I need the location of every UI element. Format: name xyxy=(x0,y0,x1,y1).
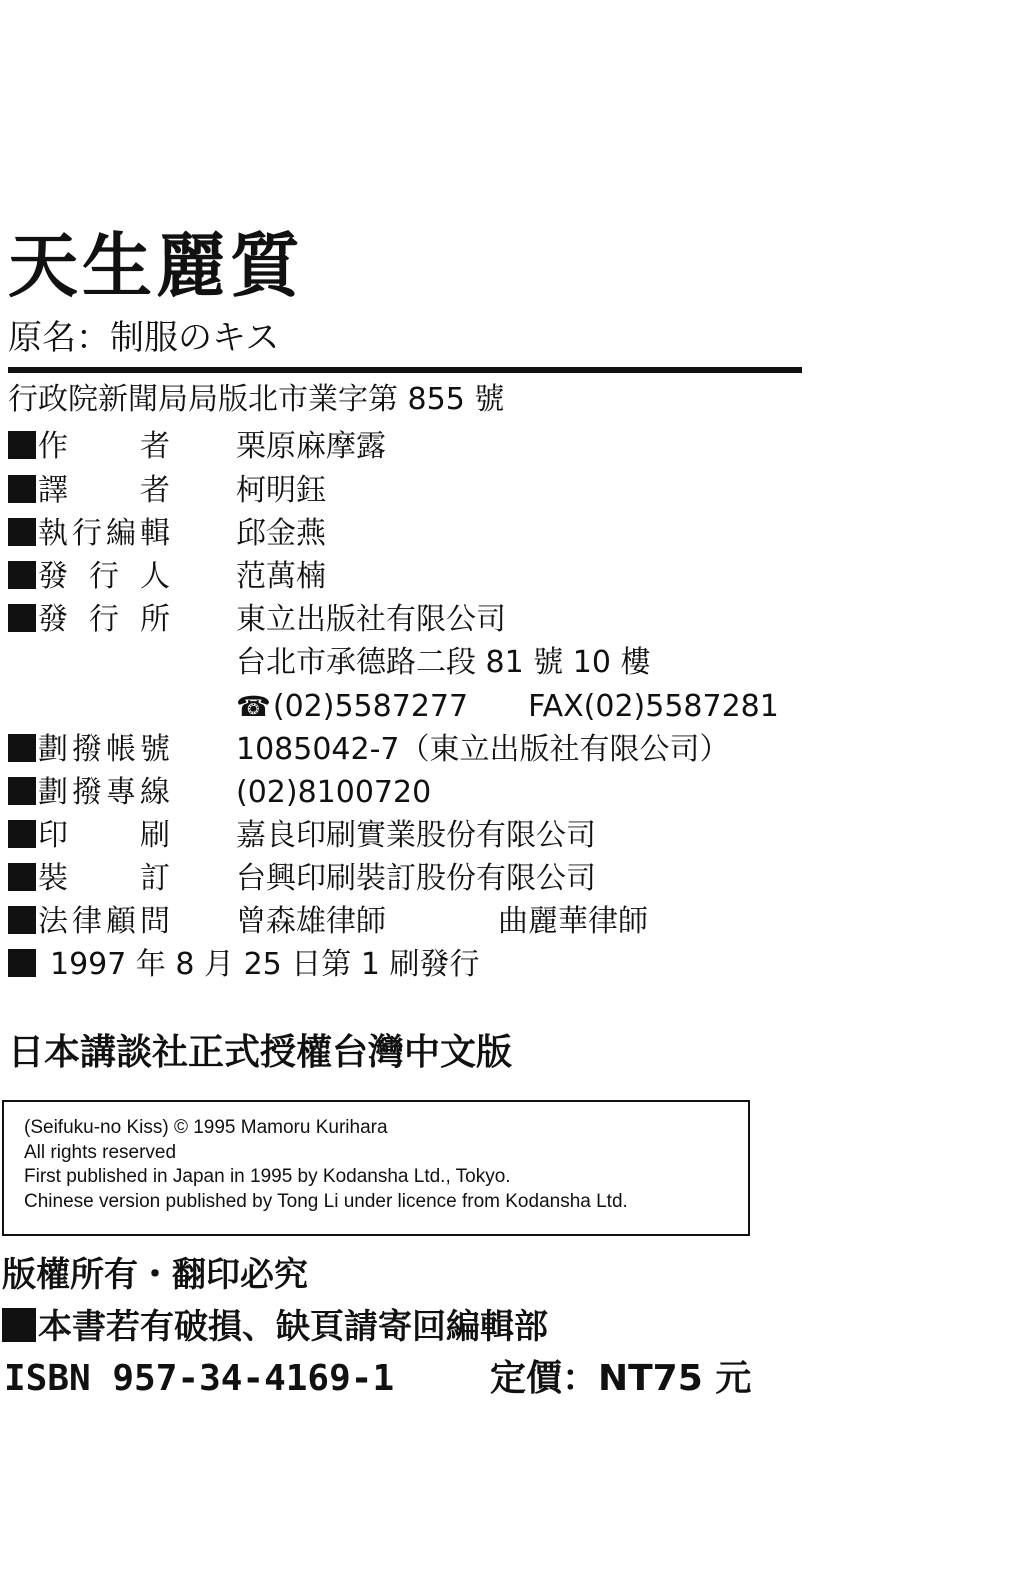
rights-notice: 版權所有・翻印必究 xyxy=(2,1255,308,1295)
credit-row-printing xyxy=(8,815,808,857)
black-square-icon xyxy=(2,1308,36,1342)
telephone-icon: ☎ xyxy=(236,690,271,723)
original-title: 原名：制服のキス xyxy=(8,318,280,358)
credit-row-translator xyxy=(8,470,808,512)
credit-value-secondary: 曲麗華律師 xyxy=(498,904,648,939)
credit-value: 台興印刷裝訂股份有限公司 xyxy=(236,861,596,896)
black-square-icon xyxy=(8,777,36,805)
credit-value: 栗原麻摩露 xyxy=(236,429,386,464)
credit-row-giro-account xyxy=(8,729,808,771)
credit-row-binding xyxy=(8,858,808,900)
authorization-notice: 日本講談社正式授權台灣中文版 xyxy=(8,1032,513,1073)
credit-value: 嘉良印刷實業股份有限公司 xyxy=(236,818,596,853)
credit-value: 邱金燕 xyxy=(236,516,326,551)
credit-label: 譯者 xyxy=(38,473,170,508)
publisher-phone: (02)5587277 xyxy=(272,689,469,724)
credit-label: 發行所 xyxy=(38,602,170,637)
credit-label: 裝訂 xyxy=(38,861,170,896)
credit-label: 劃撥專線 xyxy=(38,775,170,810)
black-square-icon xyxy=(8,518,36,546)
credit-row-author xyxy=(8,426,808,468)
credit-value: 柯明鈺 xyxy=(236,473,326,508)
title-divider xyxy=(8,367,802,373)
damaged-notice-row xyxy=(2,1304,548,1350)
credit-value: (02)8100720 xyxy=(236,775,432,810)
copyright-line: Chinese version published by Tong Li under licence from Kodansha Ltd. xyxy=(24,1190,628,1212)
book-title: 天生麗質 xyxy=(8,225,304,307)
black-square-icon xyxy=(8,431,36,459)
credit-value: 曾森雄律師 xyxy=(236,904,386,939)
publication-date-row xyxy=(8,944,479,986)
black-square-icon xyxy=(8,561,36,589)
copyright-line: All rights reserved xyxy=(24,1141,177,1163)
publication-date: 1997 年 8 月 25 日第 1 刷發行 xyxy=(50,947,480,982)
publisher-contact-row xyxy=(8,686,808,728)
black-square-icon xyxy=(8,906,36,934)
price: 定價：NT75 元 xyxy=(490,1358,752,1399)
publisher-address: 台北市承德路二段 81 號 10 樓 xyxy=(236,645,651,680)
credit-label: 印刷 xyxy=(38,818,170,853)
license-number: 行政院新聞局局版北市業字第 855 號 xyxy=(8,382,505,417)
credit-row-legal-counsel xyxy=(8,901,808,943)
credit-value: 1085042-7（東立出版社有限公司） xyxy=(236,732,730,767)
black-square-icon xyxy=(8,863,36,891)
publisher-address-row xyxy=(8,642,808,684)
credit-row-publisher xyxy=(8,599,808,641)
credit-label: 發行人 xyxy=(38,559,170,594)
copyright-box xyxy=(2,1100,750,1236)
credit-row-publisher-person xyxy=(8,556,808,598)
credit-row-editor xyxy=(8,513,808,555)
publisher-fax: FAX(02)5587281 xyxy=(528,689,779,724)
isbn: ISBN 957-34-4169-1 xyxy=(4,1358,395,1399)
credit-row-giro-hotline xyxy=(8,772,808,814)
credit-value: 范萬楠 xyxy=(236,559,326,594)
credit-label: 作者 xyxy=(38,429,170,464)
damaged-notice: 本書若有破損、缺頁請寄回編輯部 xyxy=(38,1307,548,1347)
copyright-line: First published in Japan in 1995 by Kodansha Ltd., Tokyo. xyxy=(24,1166,511,1187)
black-square-icon xyxy=(8,475,36,503)
black-square-icon xyxy=(8,604,36,632)
copyright-line: (Seifuku-no Kiss) © 1995 Mamoru Kurihara xyxy=(24,1117,388,1138)
black-square-icon xyxy=(8,820,36,848)
black-square-icon xyxy=(8,734,36,762)
credit-label: 劃撥帳號 xyxy=(38,732,170,767)
credit-label: 執行編輯 xyxy=(38,516,170,551)
black-square-icon xyxy=(8,949,36,977)
credit-label: 法律顧問 xyxy=(38,904,170,939)
credit-value: 東立出版社有限公司 xyxy=(236,602,506,637)
